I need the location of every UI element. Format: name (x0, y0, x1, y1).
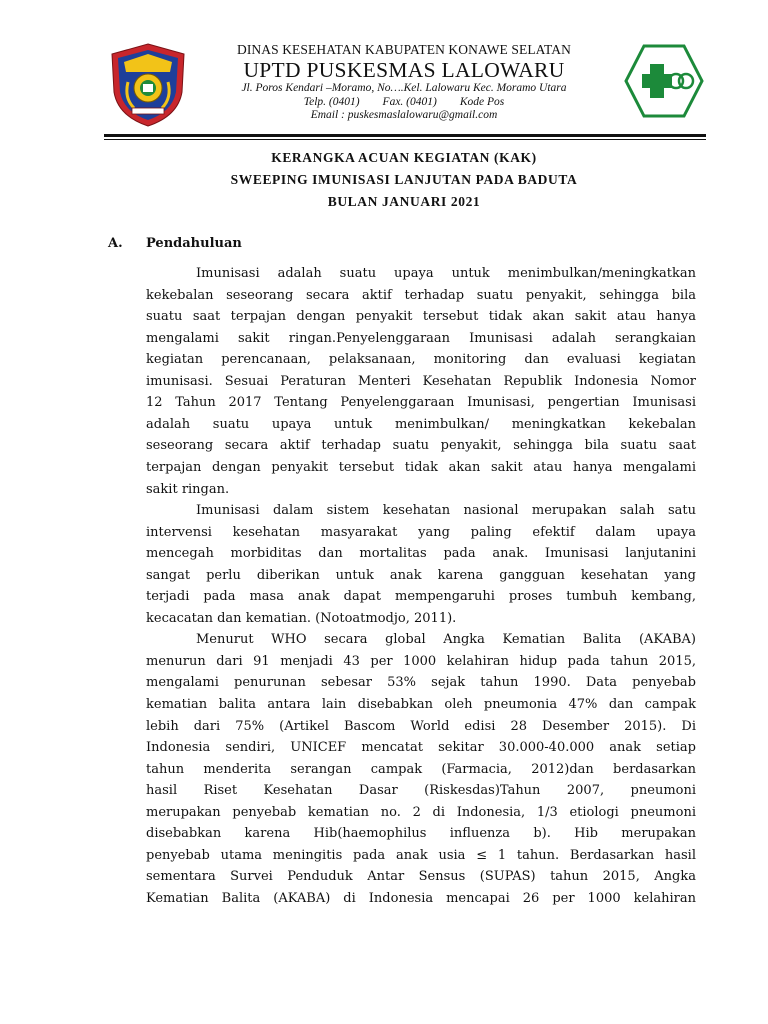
body-line: penyebab utama meningitis pada anak usia ≤ 1 tahun. Berdasarkan hasil (146, 847, 696, 863)
body-line: kematian balita antara lain disebabkan oleh pneumonia 47% dan campak (146, 697, 696, 712)
body-line: Kematian Balita (AKABA) di Indonesia mencapai 26 per 1000 kelahiran (146, 890, 696, 906)
body-line: kekebalan seseorang secara aktif terhadap suatu penyakit, sehingga bila (146, 287, 696, 303)
body-line: mengalami sakit ringan.Penyelenggaraan Imunisasi adalah serangkaian (146, 330, 696, 346)
body-line: hasil Riset Kesehatan Dasar (Riskesdas)Tahun 2007, pneumoni (146, 783, 696, 799)
body-line: merupakan penyebab kematian no. 2 di Indonesia, 1/3 etiologi pneumoni (146, 804, 696, 820)
body-line: Imunisasi adalah suatu upaya untuk menimbulkan/meningkatkan (196, 266, 696, 281)
email: Email : puskesmaslalowaru@gmail.com (310, 109, 498, 121)
body-line: tahun menderita serangan campak (Farmacia, 2012)dan berdasarkan (146, 761, 696, 777)
body-line: sementara Survei Penduduk Antar Sensus (SUPAS) tahun 2015, Angka (146, 869, 696, 885)
body-line: seseorang secara aktif terhadap suatu penyakit, sehingga bila suatu saat (146, 438, 696, 454)
letterhead-rule-thick (104, 134, 706, 137)
section-title: Pendahuluan (146, 236, 242, 251)
body-line: mengalami penurunan sebesar 53% sejak tahun 1990. Data penyebab (146, 675, 696, 691)
body-line: sangat perlu diberikan untuk anak karena gangguan kesehatan yang (146, 567, 696, 583)
body-line: terpajan dengan penyakit tersebut tidak akan sakit atau hanya mengalami (146, 459, 696, 475)
body-line: menurun dari 91 menjadi 43 per 1000 kelahiran hidup pada tahun 2015, (146, 653, 696, 669)
konawe-selatan-emblem-icon (108, 42, 188, 128)
institution-name: UPTD PUSKESMAS LALOWARU (243, 58, 565, 82)
body-line: sakit ringan. (146, 481, 230, 497)
body-line: adalah suatu upaya untuk menimbulkan/ meningkatkan kekebalan (146, 416, 696, 432)
body-line: kegiatan perencanaan, pelaksanaan, monitoring dan evaluasi kegiatan (146, 352, 696, 368)
agency-name: DINAS KESEHATAN KABUPATEN KONAWE SELATAN (236, 42, 571, 57)
letterhead (190, 42, 618, 123)
title-line-2: SWEEPING IMUNISASI LANJUTAN PADA BADUTA (230, 172, 578, 187)
body-line: disebabkan karena Hib(haemophilus influenza b). Hib merupakan (146, 826, 696, 842)
address: Jl. Poros Kendari –Moramo, No….Kel. Lalowaru Kec. Moramo Utara (241, 82, 567, 94)
body-line: terjadi pada masa anak dapat mempengaruhi proses tumbuh kembang, (146, 589, 696, 605)
body-line: intervensi kesehatan masyarakat yang paling efektif dalam upaya (146, 524, 696, 540)
body-line: imunisasi. Sesuai Peraturan Menteri Kesehatan Republik Indonesia Nomor (146, 373, 696, 389)
puskesmas-logo-icon (624, 44, 704, 118)
title-line-3: BULAN JANUARI 2021 (327, 194, 481, 209)
body-line: Imunisasi dalam sistem kesehatan nasional merupakan salah satu (196, 503, 696, 519)
title-line-1: KERANGKA ACUAN KEGIATAN (KAK) (271, 150, 537, 165)
section-number: A. (108, 236, 123, 251)
body-line: mencegah morbiditas dan mortalitas pada anak. Imunisasi lanjutanini (146, 546, 696, 562)
body-line: Indonesia sendiri, UNICEF mencatat sekitar 30.000-40.000 anak setiap (146, 740, 696, 756)
body-line: lebih dari 75% (Artikel Bascom World edisi 28 Desember 2015). Di (146, 718, 696, 734)
letterhead-rule-thin (104, 139, 706, 140)
body-line: 12 Tahun 2017 Tentang Penyelenggaraan Imunisasi, pengertian Imunisasi (146, 395, 696, 411)
body-line: kecacatan dan kematian. (Notoatmodjo, 2011). (146, 610, 457, 626)
phone-fax: Telp. (0401) Fax. (0401) Kode Pos (303, 95, 505, 108)
body-line: Menurut WHO secara global Angka Kematian Balita (AKABA) (196, 632, 696, 648)
body-line: suatu saat terpajan dengan penyakit tersebut tidak akan sakit atau hanya (146, 309, 696, 325)
